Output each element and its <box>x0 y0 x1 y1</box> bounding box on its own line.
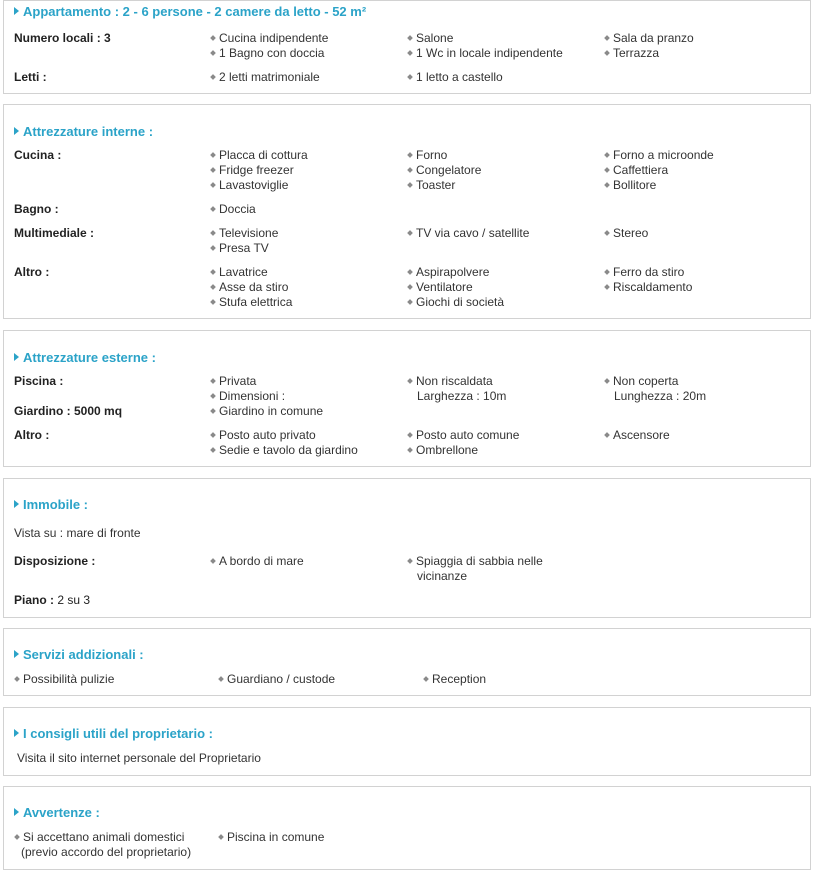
bullet-icon <box>14 834 20 840</box>
list-item: Stufa elettrica <box>210 295 400 310</box>
floor-row <box>14 593 90 607</box>
bullet-icon <box>210 558 216 564</box>
list-item: Stereo <box>604 226 794 241</box>
bullet-icon <box>407 299 413 305</box>
list-item: Non coperta <box>604 374 794 389</box>
bullet-icon <box>407 182 413 188</box>
list-item: Ombrellone <box>407 443 597 458</box>
bullet-icon <box>407 167 413 173</box>
list-item: Placca di cottura <box>210 148 400 163</box>
bullet-icon <box>407 447 413 453</box>
bullet-icon <box>210 432 216 438</box>
list-item: 1 Bagno con doccia <box>210 46 400 61</box>
interior-section <box>3 104 811 319</box>
bullet-icon <box>218 834 224 840</box>
interior-other-label: Altro : <box>14 265 50 279</box>
services-title: Servizi addizionali : <box>14 647 144 662</box>
bullet-icon <box>210 182 216 188</box>
list-item: Si accettano animali domestici (previo accordo del proprietario) <box>14 830 191 860</box>
list-item: Forno <box>407 148 597 163</box>
bullet-icon <box>218 676 224 682</box>
list-item: Forno a microonde <box>604 148 794 163</box>
list-item: Privata <box>210 374 400 389</box>
bullet-icon <box>604 269 610 275</box>
bullet-icon <box>604 432 610 438</box>
triangle-icon <box>14 7 19 15</box>
triangle-icon <box>14 808 19 816</box>
pool-width: Larghezza : 10m <box>417 389 507 403</box>
services-section <box>3 628 811 696</box>
bullet-icon <box>407 284 413 290</box>
bullet-icon <box>604 35 610 41</box>
bullet-icon <box>210 284 216 290</box>
list-item: Ferro da stiro <box>604 265 794 280</box>
list-item: Presa TV <box>210 241 400 256</box>
list-item: Piscina in comune <box>218 830 324 844</box>
list-item: Posto auto comune <box>407 428 597 443</box>
list-item: 1 Wc in locale indipendente <box>407 46 597 61</box>
list-item: Spiaggia di sabbia nelle vicinanze <box>407 554 557 584</box>
pool-length: Lunghezza : 20m <box>614 389 707 403</box>
apartment-section <box>3 0 811 94</box>
bullet-icon <box>210 269 216 275</box>
list-item: 1 letto a castello <box>407 70 597 85</box>
owner-website-link[interactable]: Visita il sito internet personale del Proprietario <box>17 751 261 765</box>
list-item: A bordo di mare <box>210 554 400 569</box>
list-item: Sedie e tavolo da giardino <box>210 443 400 458</box>
bullet-icon <box>407 35 413 41</box>
list-item: Dimensioni : <box>210 389 400 404</box>
list-item: Lavastoviglie <box>210 178 400 193</box>
exterior-title: Attrezzature esterne : <box>14 350 156 365</box>
list-item: Sala da pranzo <box>604 31 794 46</box>
list-item: Non riscaldata <box>407 374 597 389</box>
list-item: Terrazza <box>604 46 794 61</box>
rooms-label: Numero locali : 3 <box>14 31 111 45</box>
layout-label: Disposizione : <box>14 554 96 568</box>
pool-label: Piscina : <box>14 374 64 388</box>
list-item: Toaster <box>407 178 597 193</box>
bullet-icon <box>210 230 216 236</box>
list-item: Riscaldamento <box>604 280 794 295</box>
bullet-icon <box>423 676 429 682</box>
list-item: Ascensore <box>604 428 794 443</box>
bullet-icon <box>210 35 216 41</box>
exterior-section <box>3 330 811 467</box>
bullet-icon <box>407 558 413 564</box>
list-item: Aspirapolvere <box>407 265 597 280</box>
bullet-icon <box>604 182 610 188</box>
bullet-icon <box>14 676 20 682</box>
bullet-icon <box>407 378 413 384</box>
list-item: Cucina indipendente <box>210 31 400 46</box>
tips-section <box>3 707 811 776</box>
list-item: Giardino in comune <box>210 404 400 419</box>
triangle-icon <box>14 729 19 737</box>
list-item: Doccia <box>210 202 400 217</box>
apartment-title: Appartamento : 2 - 6 persone - 2 camere da letto - 52 m² <box>14 4 366 19</box>
bullet-icon <box>604 284 610 290</box>
bullet-icon <box>407 152 413 158</box>
triangle-icon <box>14 353 19 361</box>
bullet-icon <box>407 432 413 438</box>
bullet-icon <box>210 167 216 173</box>
exterior-other-label: Altro : <box>14 428 50 442</box>
bullet-icon <box>210 245 216 251</box>
list-item: Congelatore <box>407 163 597 178</box>
list-item: Asse da stiro <box>210 280 400 295</box>
triangle-icon <box>14 127 19 135</box>
bullet-icon <box>604 152 610 158</box>
property-section <box>3 478 811 618</box>
list-item: 2 letti matrimoniale <box>210 70 400 85</box>
garden-label: Giardino : 5000 mq <box>14 404 123 418</box>
list-item: TV via cavo / satellite <box>407 226 597 241</box>
interior-title: Attrezzature interne : <box>14 124 153 139</box>
bullet-icon <box>210 408 216 414</box>
bullet-icon <box>604 167 610 173</box>
bullet-icon <box>210 299 216 305</box>
bullet-icon <box>407 269 413 275</box>
bullet-icon <box>210 74 216 80</box>
warnings-title: Avvertenze : <box>14 805 100 820</box>
bullet-icon <box>210 152 216 158</box>
list-item: Posto auto privato <box>210 428 400 443</box>
bullet-icon <box>210 378 216 384</box>
list-item: Lavatrice <box>210 265 400 280</box>
bath-label: Bagno : <box>14 202 59 216</box>
list-item: Giochi di società <box>407 295 597 310</box>
bullet-icon <box>407 74 413 80</box>
property-title: Immobile : <box>14 497 88 512</box>
list-item: Possibilità pulizie <box>14 672 114 686</box>
bullet-icon <box>604 378 610 384</box>
list-item: Guardiano / custode <box>218 672 335 686</box>
view-text: Vista su : mare di fronte <box>14 526 141 540</box>
beds-label: Letti : <box>14 70 47 84</box>
bullet-icon <box>604 230 610 236</box>
floor-label: Piano : <box>14 593 55 607</box>
bullet-icon <box>407 50 413 56</box>
bullet-icon <box>210 447 216 453</box>
kitchen-label: Cucina : <box>14 148 62 162</box>
triangle-icon <box>14 650 19 658</box>
list-item: Fridge freezer <box>210 163 400 178</box>
list-item: Bollitore <box>604 178 794 193</box>
bullet-icon <box>210 393 216 399</box>
list-item: Salone <box>407 31 597 46</box>
bullet-icon <box>210 50 216 56</box>
warnings-section <box>3 786 811 870</box>
list-item: Reception <box>423 672 486 686</box>
list-item: Ventilatore <box>407 280 597 295</box>
bullet-icon <box>210 206 216 212</box>
list-item: Televisione <box>210 226 400 241</box>
triangle-icon <box>14 500 19 508</box>
bullet-icon <box>407 230 413 236</box>
floor-value: 2 su 3 <box>54 593 91 607</box>
bullet-icon <box>604 50 610 56</box>
media-label: Multimediale : <box>14 226 95 240</box>
tips-title: I consigli utili del proprietario : <box>14 726 213 741</box>
list-item: Caffettiera <box>604 163 794 178</box>
